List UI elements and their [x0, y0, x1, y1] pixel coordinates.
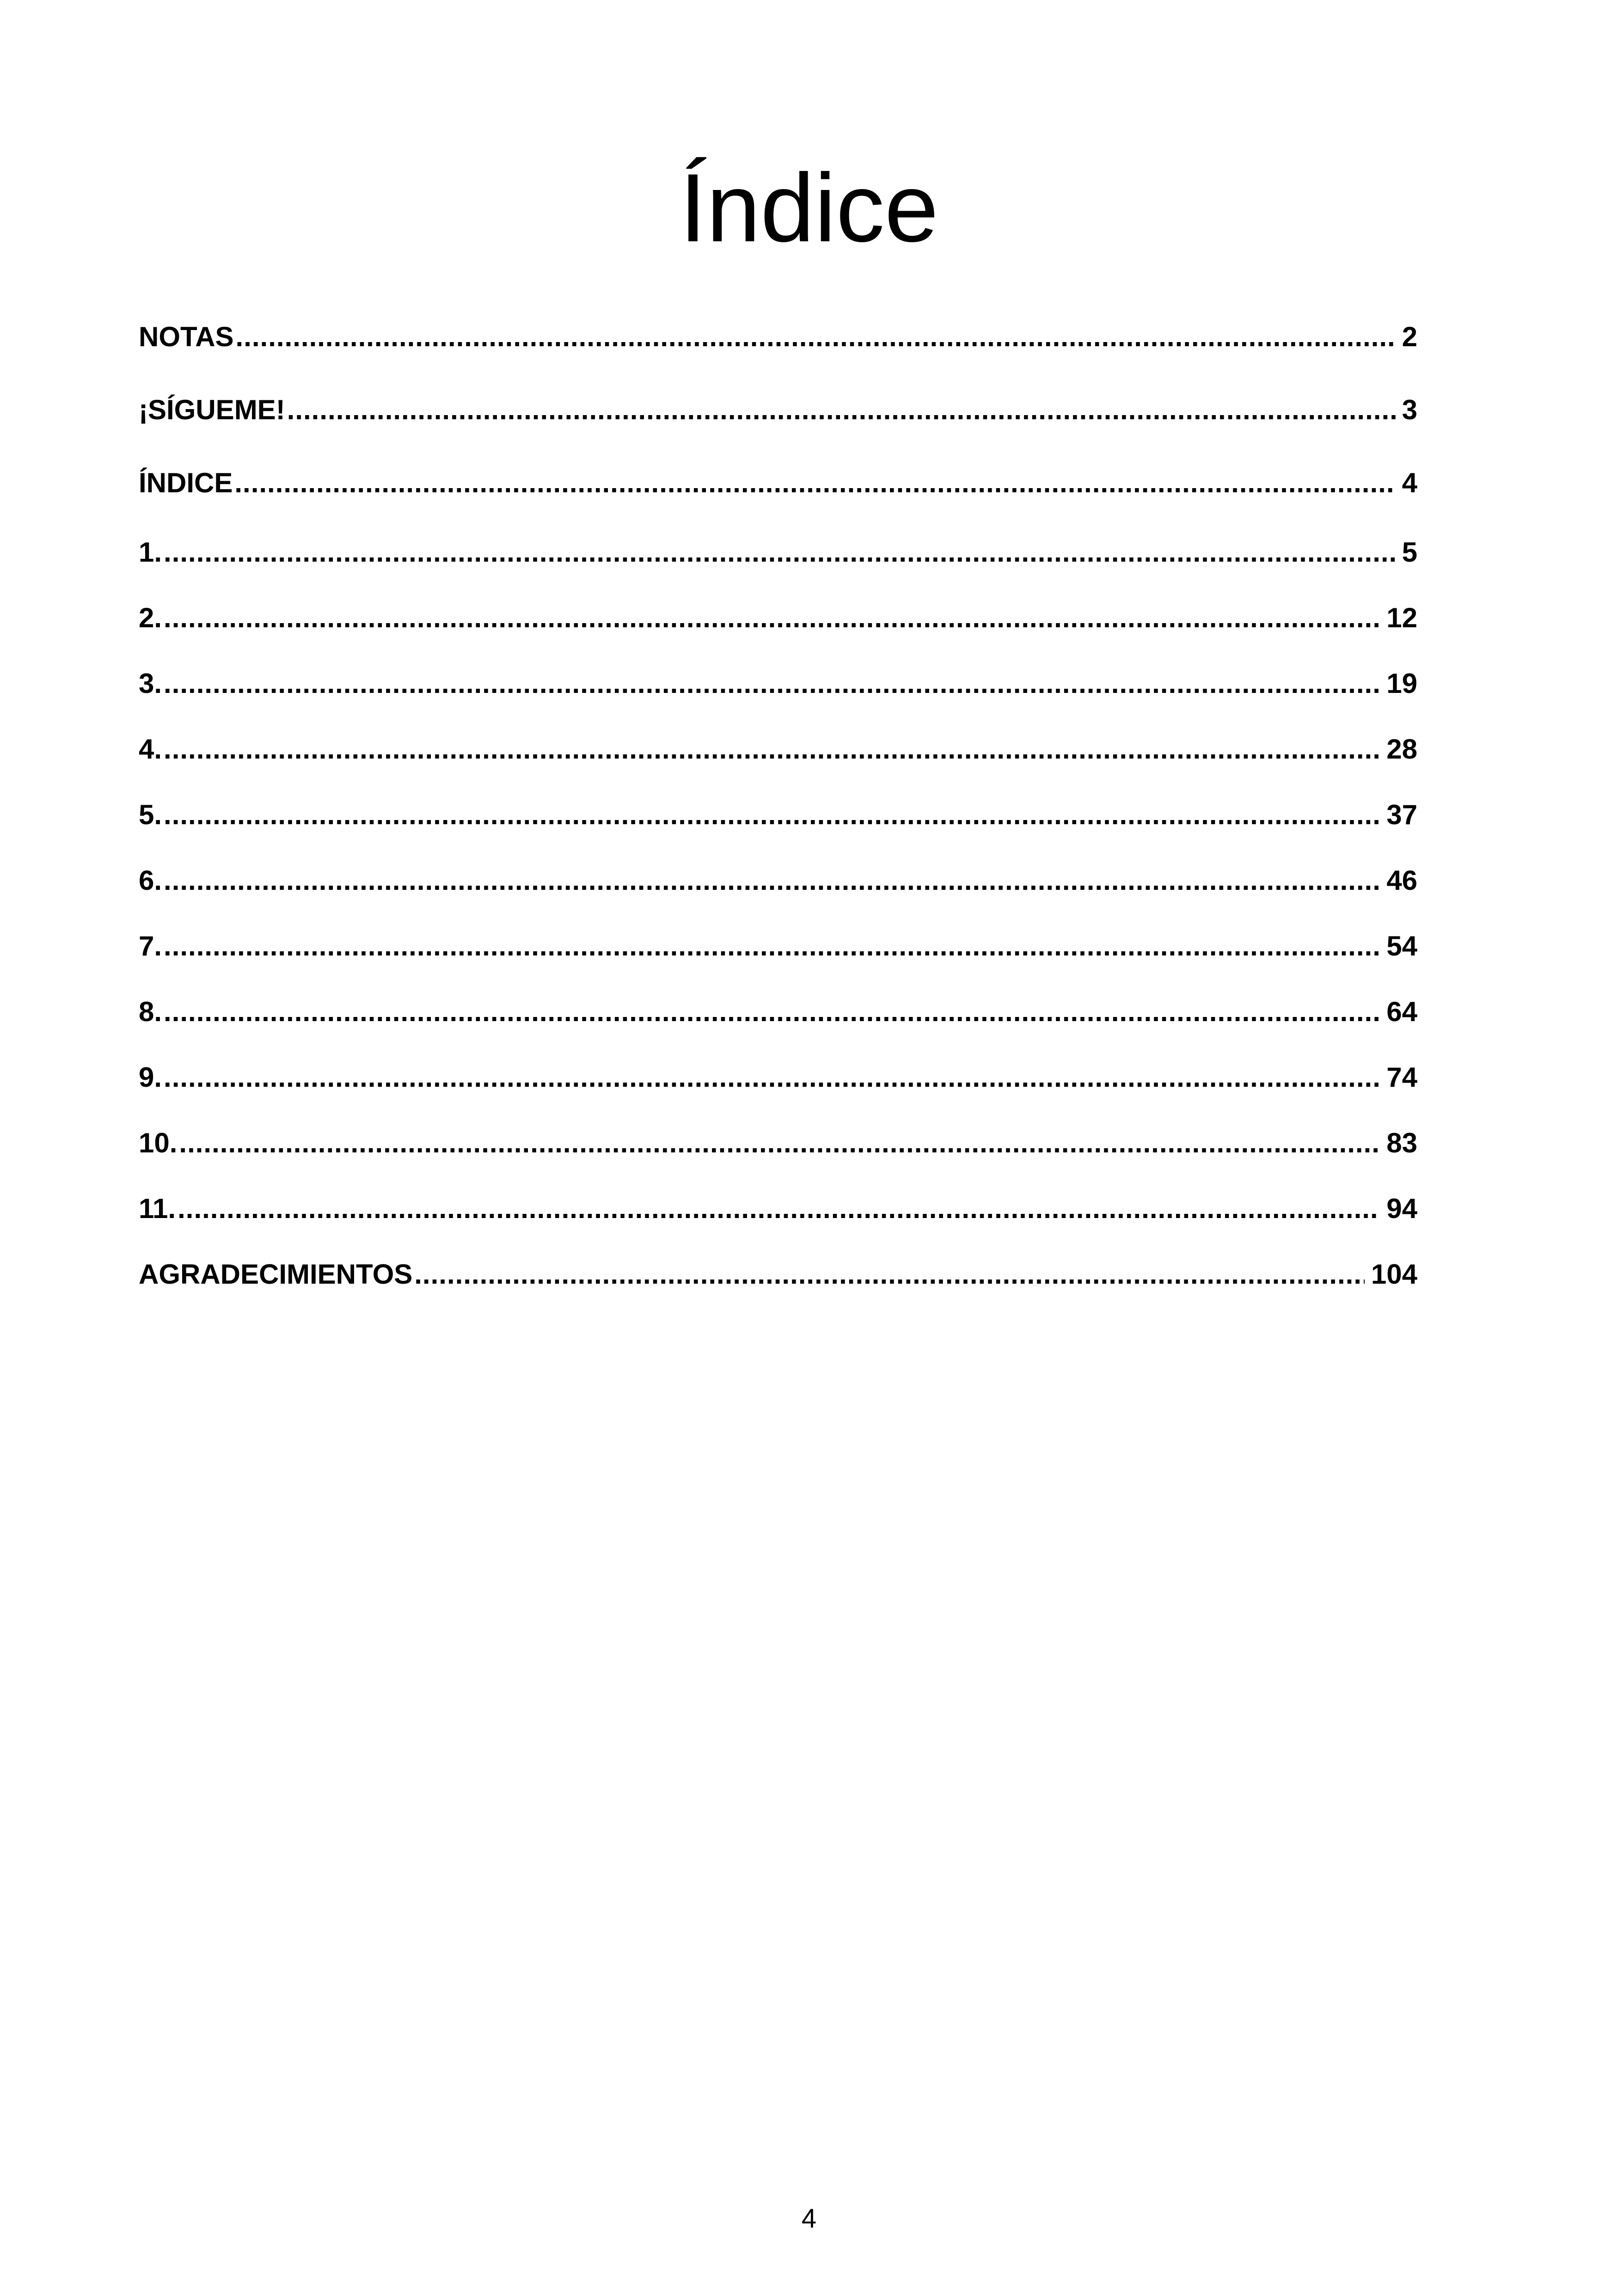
toc-entry-chapter-9[interactable] — [139, 1045, 1417, 1110]
toc-entry-page: 4 — [1402, 467, 1417, 498]
toc-dot-leader — [164, 848, 1380, 913]
toc-dot-leader — [178, 1176, 1380, 1242]
toc-dot-leader — [164, 651, 1380, 716]
toc-entry-chapter-1[interactable] — [139, 520, 1417, 585]
toc-entry-label: 6. — [139, 865, 162, 896]
toc-dot-leader — [164, 782, 1380, 848]
toc-entry-page: 28 — [1386, 734, 1417, 765]
toc-entry-agradecimientos[interactable] — [139, 1242, 1417, 1307]
toc-entry-chapter-2[interactable] — [139, 585, 1417, 651]
toc-entry-page: 19 — [1386, 668, 1417, 699]
toc-entry-notas[interactable] — [139, 300, 1417, 373]
toc-entry-label: ¡SÍGUEME! — [139, 394, 285, 425]
toc-entry-chapter-7[interactable] — [139, 913, 1417, 979]
toc-entry-label: AGRADECIMIENTOS — [139, 1259, 413, 1290]
toc-dot-leader — [179, 1110, 1380, 1176]
toc-entry-chapter-4[interactable] — [139, 716, 1417, 782]
toc-entry-chapter-11[interactable] — [139, 1176, 1417, 1242]
toc-entry-label: 3. — [139, 668, 162, 699]
toc-entry-label: 11. — [139, 1193, 176, 1224]
page-title: Índice — [679, 153, 939, 262]
toc-dot-leader — [164, 1045, 1380, 1110]
page-number: 4 — [801, 2204, 817, 2234]
toc-dot-leader — [234, 447, 1395, 520]
toc-entry-page: 94 — [1386, 1193, 1417, 1224]
toc-entry-page: 64 — [1386, 996, 1417, 1027]
toc-entry-label: 1. — [139, 537, 162, 568]
toc-entry-label: 2. — [139, 602, 162, 633]
toc-entry-page: 2 — [1402, 321, 1417, 352]
toc-entry-label: 10. — [139, 1127, 178, 1158]
toc-entry-page: 54 — [1386, 931, 1417, 961]
toc-entry-label: NOTAS — [139, 321, 234, 352]
toc-entry-chapter-6[interactable] — [139, 848, 1417, 913]
toc-dot-leader — [164, 716, 1380, 782]
toc-dot-leader — [164, 585, 1380, 651]
toc-entry-label: 8. — [139, 996, 162, 1027]
toc-entry-chapter-3[interactable] — [139, 651, 1417, 716]
toc-entry-indice[interactable] — [139, 447, 1417, 520]
toc-entry-label: 4. — [139, 734, 162, 765]
toc-dot-leader — [164, 913, 1380, 979]
toc-dot-leader — [236, 300, 1396, 373]
table-of-contents — [139, 300, 1417, 1307]
toc-entry-label: 5. — [139, 799, 162, 830]
toc-entry-page: 104 — [1371, 1259, 1417, 1290]
toc-entry-label: ÍNDICE — [139, 467, 233, 498]
toc-dot-leader — [414, 1242, 1365, 1307]
toc-entry-chapter-10[interactable] — [139, 1110, 1417, 1176]
toc-entry-chapter-5[interactable] — [139, 782, 1417, 848]
toc-entry-page: 5 — [1402, 537, 1417, 568]
toc-entry-label: 7. — [139, 931, 162, 961]
toc-entry-page: 83 — [1386, 1127, 1417, 1158]
toc-dot-leader — [287, 373, 1396, 447]
toc-entry-page: 46 — [1386, 865, 1417, 896]
toc-entry-page: 3 — [1402, 394, 1417, 425]
toc-entry-label: 9. — [139, 1062, 162, 1093]
toc-entry-page: 12 — [1386, 602, 1417, 633]
toc-entry-page: 74 — [1386, 1062, 1417, 1093]
toc-dot-leader — [164, 520, 1396, 585]
toc-dot-leader — [164, 979, 1380, 1045]
toc-entry-chapter-8[interactable] — [139, 979, 1417, 1045]
toc-entry-sigueme[interactable] — [139, 373, 1417, 447]
toc-entry-page: 37 — [1386, 799, 1417, 830]
